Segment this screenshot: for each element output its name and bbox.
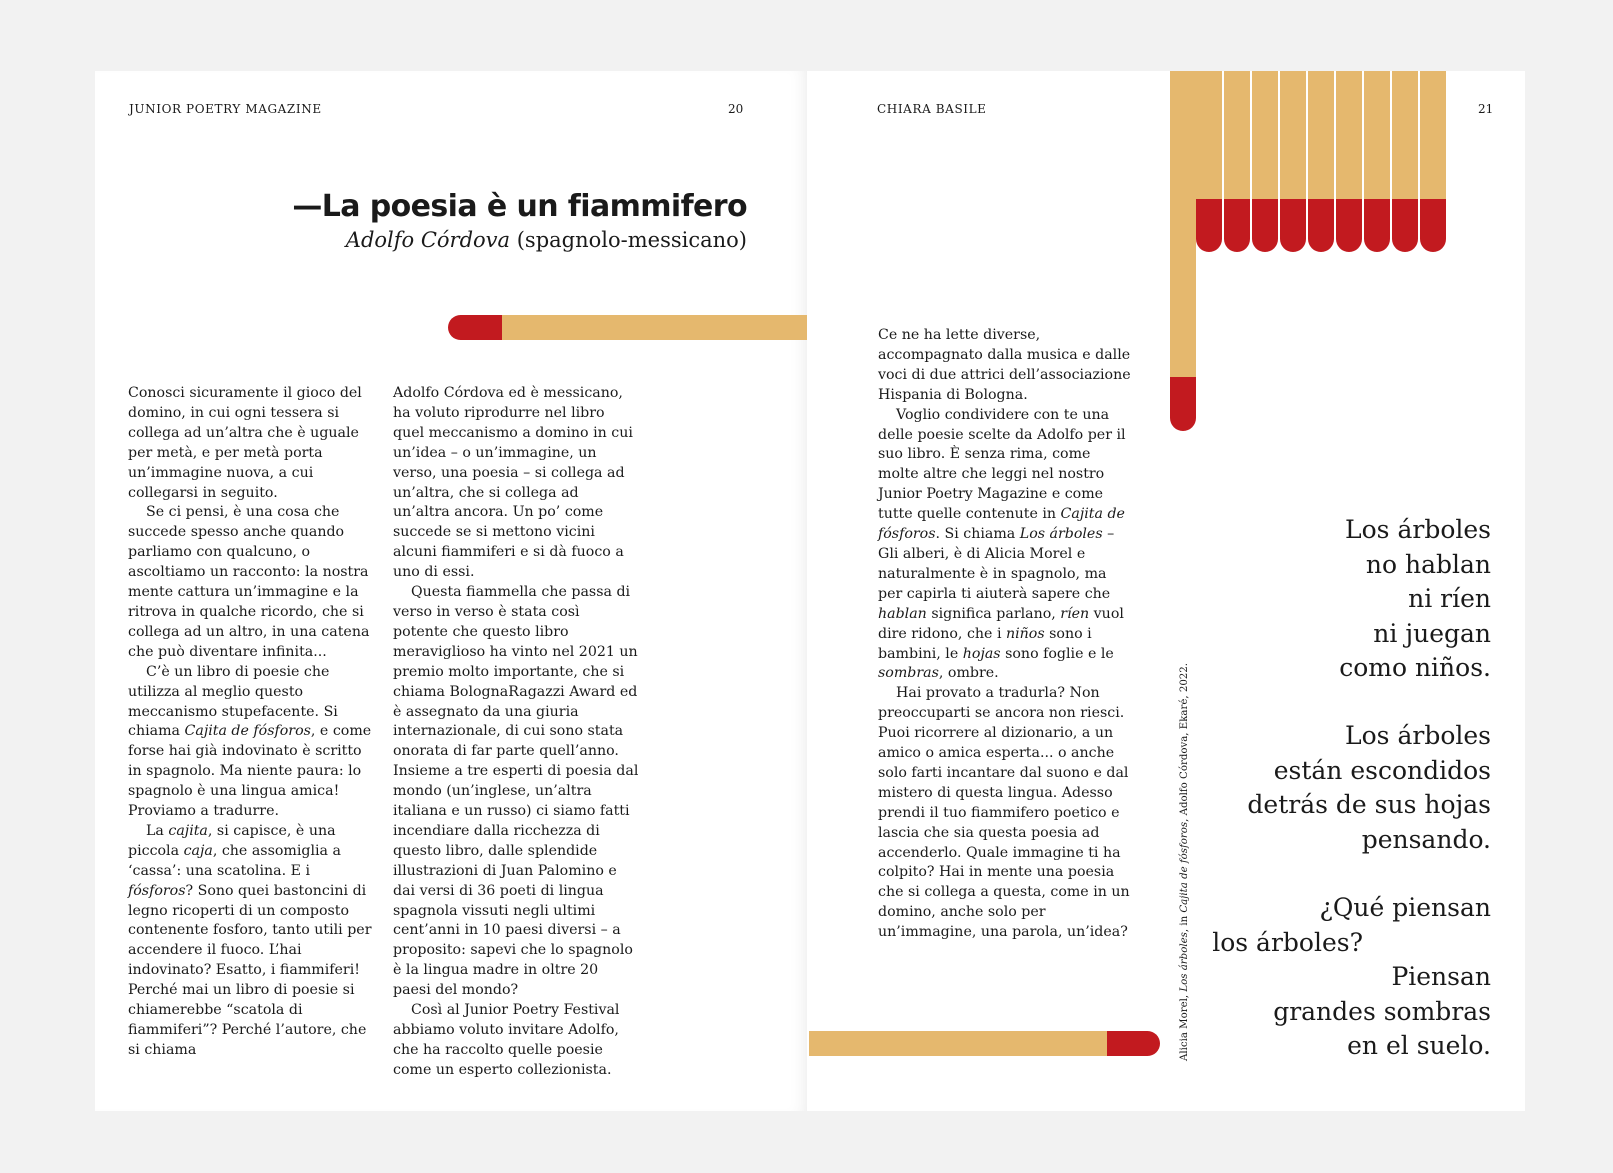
right-page: [807, 71, 1525, 1111]
paragraph: Così al Junior Poetry Festival abbiamo voluto invitare Adolfo, che ha raccolto quelle poesie come un esperto collezionista.: [393, 1002, 620, 1078]
left-page: [95, 71, 807, 1111]
text-column-2: [393, 384, 639, 1081]
match-divider: [1250, 71, 1252, 252]
match-head: [1252, 199, 1278, 252]
poem-line: Los árboles: [1345, 515, 1491, 544]
match-head: [1280, 199, 1306, 252]
poem-line: Piensan: [1391, 962, 1491, 991]
match-divider: [1306, 71, 1308, 252]
paragraph: Questa fiammella che passa di verso in verso è stata così potente che questo libro meraviglioso ha vinto nel 2021 un premio molto importante, che si chiama BolognaRagazzi Award ed è assegnato da una giuria internazionale, di cui sono stata onorata di far parte quell’anno. Insieme a tre esperti di poesia dal mondo (un’inglese, un’altra italiana e un russo) ci siamo fatti incendiare dalla ricchezza di questo libro, dalle splendide illustrazioni di Juan Palomino e dai versi di 36 poeti di lingua spagnola vissuti negli ultimi cent’anni in 10 paesi diversi – a proposito: sapevi che lo spagnolo è la lingua madre in oltre 20 paesi del mondo?: [393, 584, 639, 999]
article-title-block: [292, 189, 747, 252]
poem-line: no hablan: [1365, 549, 1491, 579]
match-sticks: [1196, 71, 1448, 201]
poem-line: ¿Qué piensan: [1319, 893, 1491, 922]
subtitle-author: Adolfo Córdova: [345, 228, 511, 252]
poem-stanza-2: [1247, 719, 1491, 857]
text-column-1: [128, 384, 374, 1061]
article-subtitle: [292, 228, 747, 252]
poem-line: en el suelo.: [1347, 1031, 1491, 1060]
match-divider: [1334, 71, 1336, 252]
match-stick: [1170, 71, 1196, 391]
paragraph: Conosci sicuramente il gioco del domino, in cui ogni tessera si collega ad un’altra che è uguale per metà, e per metà porta un’immagine nuova, a cui collegarsi in seguito.: [128, 385, 362, 501]
poem-line: pensando.: [1361, 824, 1491, 854]
match-head: [1392, 199, 1418, 252]
poem-line: están escondidos: [1273, 755, 1491, 785]
poem-stanza-1: [1339, 513, 1491, 686]
match-head: [1336, 199, 1362, 252]
paragraph: Voglio condividere con te una delle poesie scelte da Adolfo per il suo libro. È senza rima, come molte altre che leggi nel nostro Junior Poetry Magazine e come tutte quelle contenute in Cajita de fósforos. Si chiama Los árboles – Gli alberi, è di Alicia Morel e naturalmente è in spagnolo, ma per capirla ti aiuterà sapere che hablan significa parlano, ríen vuol dire ridono, che i niños sono i bambini, le hojas sono foglie e le sombras, ombre.: [878, 406, 1126, 682]
match-stick: [488, 315, 807, 340]
match-head: [1107, 1031, 1160, 1056]
poem-line: detrás de sus hojas: [1247, 790, 1491, 819]
match-head: [1170, 377, 1196, 431]
subtitle-nationality: (spagnolo-messicano): [510, 228, 747, 252]
horizontal-match-illustration: [448, 315, 807, 340]
match-head: [1364, 199, 1390, 252]
poem-credit: Alicia Morel, Los árboles, in Cajita de fósforos, Adolfo Córdova, Ekaré, 2022.: [1179, 662, 1190, 1061]
match-stick: [809, 1031, 1119, 1056]
paragraph: Hai provato a tradurla? Non preoccuparti se ancora non riesci. Puoi ricorrere al dizionario, a un amico o amica esperta... o anche solo farti incantare dal suono e dal mistero di questa lingua. Adesso prendi il tuo fiammifero poetico e lascia che sia questa poesia ad accenderlo. Quale immagine ti ha colpito? Hai in mente una poesia che si collega a questa, come in un domino, anche solo per un’immagine, una parola, un’idea?: [878, 685, 1130, 941]
paragraph: Se ci pensi, è una cosa che succede spesso anche quando parliamo con qualcuno, o ascoltiamo un racconto: la nostra mente cattura un’immagine e la ritrova in qualche ricordo, che si collega ad un altro, in una catena che può diventare infinita...: [128, 504, 370, 660]
match-row-illustration: [1196, 71, 1448, 252]
article-title: —La poesia è un fiammifero: [292, 189, 747, 224]
magazine-header: JUNIOR POETRY MAGAZINE: [129, 102, 322, 116]
page-number-right: 21: [1478, 102, 1494, 116]
page-number-left: 20: [728, 102, 744, 116]
author-header: CHIARA BASILE: [877, 102, 987, 116]
match-head: [1308, 199, 1334, 252]
match-head: [448, 315, 502, 340]
match-divider: [1278, 71, 1280, 252]
match-head: [1224, 199, 1250, 252]
match-divider: [1362, 71, 1364, 252]
poem-line: como niños.: [1339, 653, 1491, 682]
text-column-3: [878, 326, 1134, 943]
bottom-match-illustration: [809, 1031, 1160, 1056]
match-divider: [1418, 71, 1420, 252]
match-head: [1196, 199, 1222, 252]
poem-line: Los árboles: [1345, 721, 1491, 750]
match-divider: [1390, 71, 1392, 252]
paragraph: Ce ne ha lette diverse, accompagnato dalla musica e dalle voci di due attrici dell’associazione Hispania di Bologna.: [878, 327, 1131, 403]
poem-line: los árboles?: [1212, 927, 1363, 957]
paragraph: C’è un libro di poesie che utilizza al meglio questo meccanismo stupefacente. Si chiama Cajita de fósforos, e come forse hai già indovinato è scritto in spagnolo. Ma niente paura: lo spagnolo è una lingua amica! Proviamo a tradurre.: [128, 663, 372, 820]
poem-stanza-3: [1212, 891, 1491, 1064]
match-divider: [1446, 71, 1448, 252]
paragraph: La cajita, si capisce, è una piccola caja, che assomiglia a ‘cassa’: una scatolina. E i fósforos? Sono quei bastoncini di legno ricoperti di un composto contenente fosforo, tanto utili per accendere il fuoco. L’hai indovinato? Esatto, i fiammiferi! Perché mai un libro di poesie si chiamerebbe “scatola di fiammiferi”? Perché l’autore, che si chiama: [128, 822, 372, 1058]
poem-line: grandes sombras: [1273, 996, 1491, 1026]
poem-line: ni juegan: [1373, 618, 1491, 648]
match-divider: [1222, 71, 1224, 252]
match-head: [1420, 199, 1446, 252]
poem-line: ni ríen: [1408, 584, 1491, 613]
paragraph: Adolfo Córdova ed è messicano, ha voluto riprodurre nel libro quel meccanismo a domino in cui un’idea – o un’immagine, un verso, una poesia – si collega ad un’altra, che si collega ad un’altra ancora. Un po’ come succede se si mettono vicini alcuni fiammiferi e si dà fuoco a uno di essi.: [393, 385, 633, 581]
tall-vertical-match-illustration: [1170, 71, 1196, 431]
